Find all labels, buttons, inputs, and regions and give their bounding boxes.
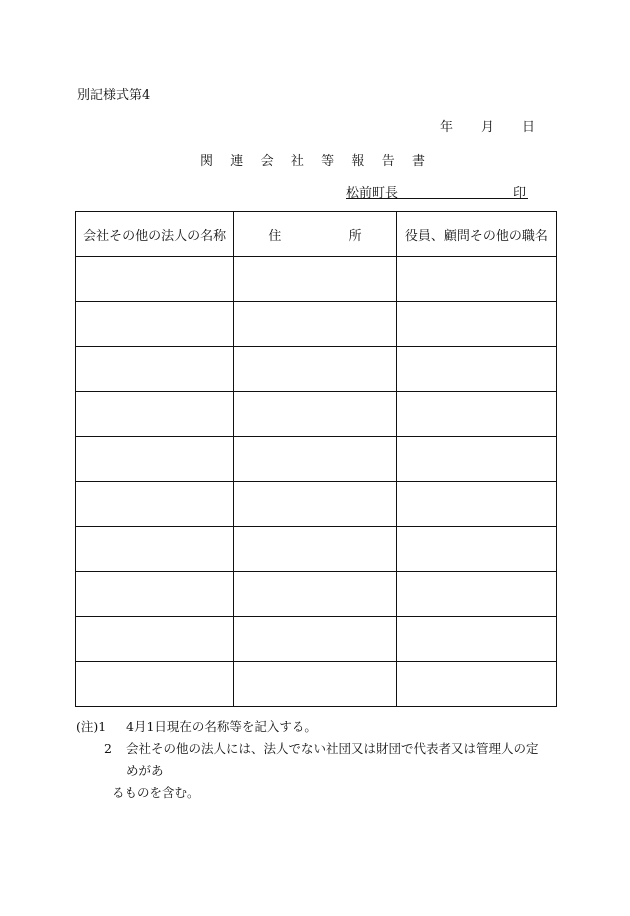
table-header-row	[76, 212, 557, 257]
header-address-char: 住	[268, 228, 282, 244]
title-char: 報	[351, 154, 365, 169]
addressee-name: 松前町長	[346, 186, 399, 201]
related-company-table	[75, 211, 557, 707]
table-row	[76, 257, 557, 302]
table-cell[interactable]	[234, 437, 396, 482]
note-text: 会社その他の法人には、法人でない社団又は財団で代表者又は管理人の定めがあ	[126, 741, 539, 778]
table-cell[interactable]	[76, 257, 234, 302]
table-cell[interactable]	[76, 527, 234, 572]
note-label: (注)1	[76, 719, 107, 734]
table-row	[76, 482, 557, 527]
table-cell[interactable]	[234, 482, 396, 527]
table-row	[76, 302, 557, 347]
form-number: 別記様式第4	[77, 88, 151, 103]
note-item-1	[76, 716, 546, 738]
table-cell[interactable]	[396, 257, 556, 302]
note-item-2-continuation: るものを含む。	[112, 785, 200, 800]
document-title	[200, 150, 425, 169]
table-cell[interactable]	[234, 572, 396, 617]
note-number: 2	[104, 741, 112, 756]
header-address	[234, 212, 396, 257]
table-row	[76, 437, 557, 482]
seal-mark: 印	[512, 186, 526, 201]
table-cell[interactable]	[76, 437, 234, 482]
date-line	[440, 116, 535, 135]
note-item-2	[76, 738, 546, 782]
addressee-line	[346, 182, 528, 199]
title-char: 告	[381, 154, 395, 169]
table-body	[76, 257, 557, 707]
table-row	[76, 572, 557, 617]
table-cell[interactable]	[76, 302, 234, 347]
notes-section	[76, 716, 546, 804]
table-cell[interactable]	[396, 347, 556, 392]
header-company-name: 会社その他の法人の名称	[76, 212, 234, 257]
date-day-label: 日	[521, 120, 535, 135]
table-cell[interactable]	[396, 617, 556, 662]
table-cell[interactable]	[76, 572, 234, 617]
title-char: 会	[260, 154, 274, 169]
title-char: 関	[200, 154, 214, 169]
table-row	[76, 617, 557, 662]
table-cell[interactable]	[76, 617, 234, 662]
table-cell[interactable]	[234, 662, 396, 707]
table-cell[interactable]	[76, 392, 234, 437]
title-char: 社	[290, 154, 304, 169]
header-position: 役員、顧問その他の職名	[396, 212, 556, 257]
table-row	[76, 347, 557, 392]
table-cell[interactable]	[76, 662, 234, 707]
table-row	[76, 662, 557, 707]
table-cell[interactable]	[234, 302, 396, 347]
table-cell[interactable]	[234, 617, 396, 662]
date-month-label: 月	[480, 120, 494, 135]
table-cell[interactable]	[234, 347, 396, 392]
table-cell[interactable]	[396, 662, 556, 707]
note-text: 4月1日現在の名称等を記入する。	[126, 719, 317, 734]
table-row	[76, 527, 557, 572]
title-char: 書	[411, 154, 425, 169]
table-cell[interactable]	[76, 482, 234, 527]
table-cell[interactable]	[396, 437, 556, 482]
table-cell[interactable]	[234, 257, 396, 302]
table-cell[interactable]	[396, 302, 556, 347]
table-row	[76, 392, 557, 437]
table-cell[interactable]	[76, 347, 234, 392]
date-year-label: 年	[440, 120, 454, 135]
title-char: 連	[230, 154, 244, 169]
table-cell[interactable]	[396, 392, 556, 437]
table-cell[interactable]	[234, 392, 396, 437]
table-cell[interactable]	[396, 527, 556, 572]
table-cell[interactable]	[396, 572, 556, 617]
table-cell[interactable]	[234, 527, 396, 572]
title-char: 等	[321, 154, 335, 169]
header-address-char: 所	[348, 228, 362, 244]
table-cell[interactable]	[396, 482, 556, 527]
